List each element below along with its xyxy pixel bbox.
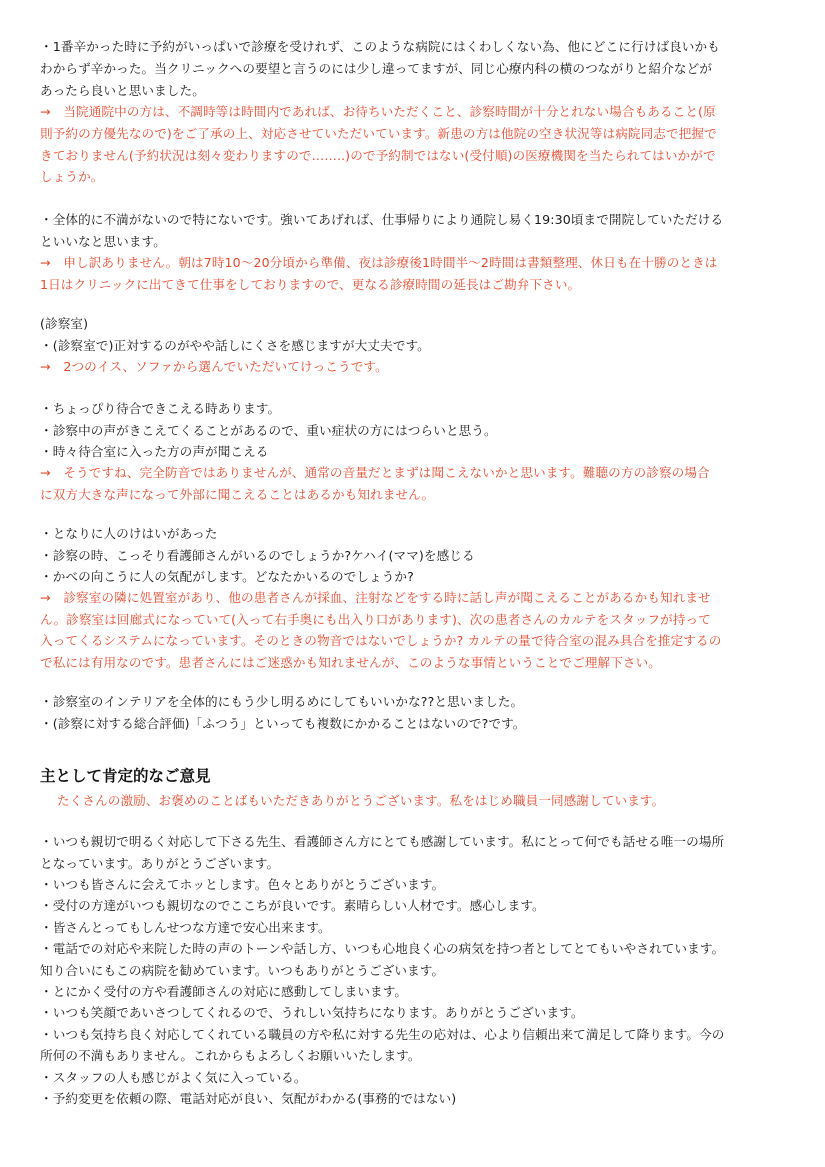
positive-comment-line: ・予約変更を依頼の際、電話対応が良い、気配がわかる(事務的ではない) [40,1091,457,1106]
patient-comment-line: ・かべの向こうに人の気配がします。どなたかいるのでしょうか? [40,569,414,584]
clinic-response-line: 1日はクリニックに出てきて仕事をしておりますので、更なる診療時間の延長はご勘弁下さい。 [40,277,581,292]
positive-comment-line: となっています。ありがとうございます。 [40,856,280,871]
clinic-response-line: ん。診察室は回廊式になっていて(入って右手奥にも出入り口があります)、次の患者さんのカルテをスタッフが持って [40,612,711,627]
positive-comment-line: ・皆さんとってもしんせつな方達で安心出来ます。 [40,920,331,935]
section-heading: 主として肯定的なご意見 [40,767,211,785]
clinic-response-line: 則予約の方優先なので)をご了承の上、対応させていただいています。新患の方は他院の空き状況等は病院同志で把握で [40,126,717,141]
patient-comment-line: ・時々待合室に入った方の声が聞こえる [40,444,269,459]
positive-comment-line: ・スタッフの人も感じがよく気に入っている。 [40,1070,307,1085]
patient-comment-line: (診察室) [40,316,89,331]
patient-comment-line: ・(診察室で)正対するのがやや話しにくさを感じますが大丈夫です。 [40,338,430,353]
clinic-response-line: → 2つのイス、ソファから選んでいただいてけっこうです。 [40,359,388,374]
patient-comment-line: ・(診察に対する総合評価)「ふつう」といっても複数にかかることはないので?です。 [40,716,526,731]
positive-comment-line: ・電話での対応や来院した時の声のトーンや話し方、いつも心地良く心の病気を持つ者としてとてもいやされています。 [40,941,725,956]
clinic-response-line: → そうですね、完全防音ではありませんが、通常の音量だとまずは聞こえないかと思います。難聴の方の診察の場合 [40,465,710,480]
clinic-response-line: しょうか。 [40,169,104,184]
patient-comment-line: といいなと思います。 [40,234,166,249]
positive-comment-line: ・いつも笑顔であいさつしてくれるので、うれしい気持ちになります。ありがとうございます。 [40,1005,584,1020]
positive-comment-line: ・いつも気持ち良く対応してくれている職員の方や私に対する先生の応対は、心より信頼出来て満足して降ります。今の [40,1027,725,1042]
section-intro: たくさんの激励、お褒めのことばもいただきありがとうございます。私をはじめ職員一同感謝しています。 [57,793,665,808]
patient-comment-line: ・診察室のインテリアを全体的にもう少し明るめにしてもいいかな??と思いました。 [40,694,524,709]
positive-comment-line: ・受付の方達がいつも親切なのでここちが良いです。素晴らしい人材です。感心します。 [40,898,545,913]
positive-comment-line: ・いつも親切で明るく対応して下さる先生、看護師さん方にとても感謝しています。私にとって何でも話せる唯一の場所 [40,834,725,849]
positive-comment-line: 所何の不満もありません。これからもよろしくお願いいたします。 [40,1048,421,1063]
patient-comment-line: あったら良いと思いました。 [40,83,205,98]
positive-comment-line: ・いつも皆さんに会えてホッとします。色々とありがとうございます。 [40,877,445,892]
positive-comment-line: ・とにかく受付の方や看護師さんの対応に感動してしまいます。 [40,984,408,999]
clinic-response-line: きておりません(予約状況は刻々変わりますので……..)ので予約制ではない(受付順)の医療機関を当たられてはいかがで [40,148,716,163]
clinic-response-line: で私には有用なのです。患者さんにはご迷惑かも知れませんが、このような事情ということでご理解下さい。 [40,655,661,670]
clinic-response-line: → 当院通院中の方は、不調時等は時間内であれば、お待ちいただくこと、診察時間が十分とれない場合もあること(原 [40,104,716,119]
patient-comment-line: ・ちょっぴり待合できこえる時あります。 [40,401,281,416]
patient-comment-line: ・診察の時、こっそり看護師さんがいるのでしょうか?ケハイ(ママ)を感じる [40,548,475,563]
patient-comment-line: ・診察中の声がきこえてくることがあるので、重い症状の方にはつらいと思う。 [40,423,497,438]
patient-comment-line: ・全体的に不満がないので特にないです。強いてあげれば、仕事帰りにより通院し易く19:30頃まで開院していただける [40,212,724,227]
clinic-response-line: → 診察室の隣に処置室があり、他の患者さんが採血、注射などをする時に話し声が聞こえることがあるかも知れませ [40,590,711,605]
patient-comment-line: ・となりに人のけはいがあった [40,526,218,541]
patient-comment-line: わからず辛かった。当クリニックへの要望と言うのには少し違ってますが、同じ心療内科の横のつながりと紹介などが [40,61,713,76]
clinic-response-line: に双方大きな声になって外部に聞こえることはあるかも知れません。 [40,487,435,502]
positive-comment-line: 知り合いにもこの病院を勧めています。いつもありがとうございます。 [40,963,445,978]
clinic-response-line: 入ってくるシステムになっています。そのときの物音ではないでしょうか? カルテの量で待合室の混み具合を推定するの [40,633,722,648]
clinic-response-line: → 申し訳ありません。朝は7時10〜20分頃から準備、夜は診療後1時間半〜2時間は書類整理、休日も在十勝のときは [40,255,718,270]
patient-comment-line: ・1番辛かった時に予約がいっぱいで診療を受けれず、このような病院にはくわしくない為、他にどこに行けば良いかも [40,39,720,54]
